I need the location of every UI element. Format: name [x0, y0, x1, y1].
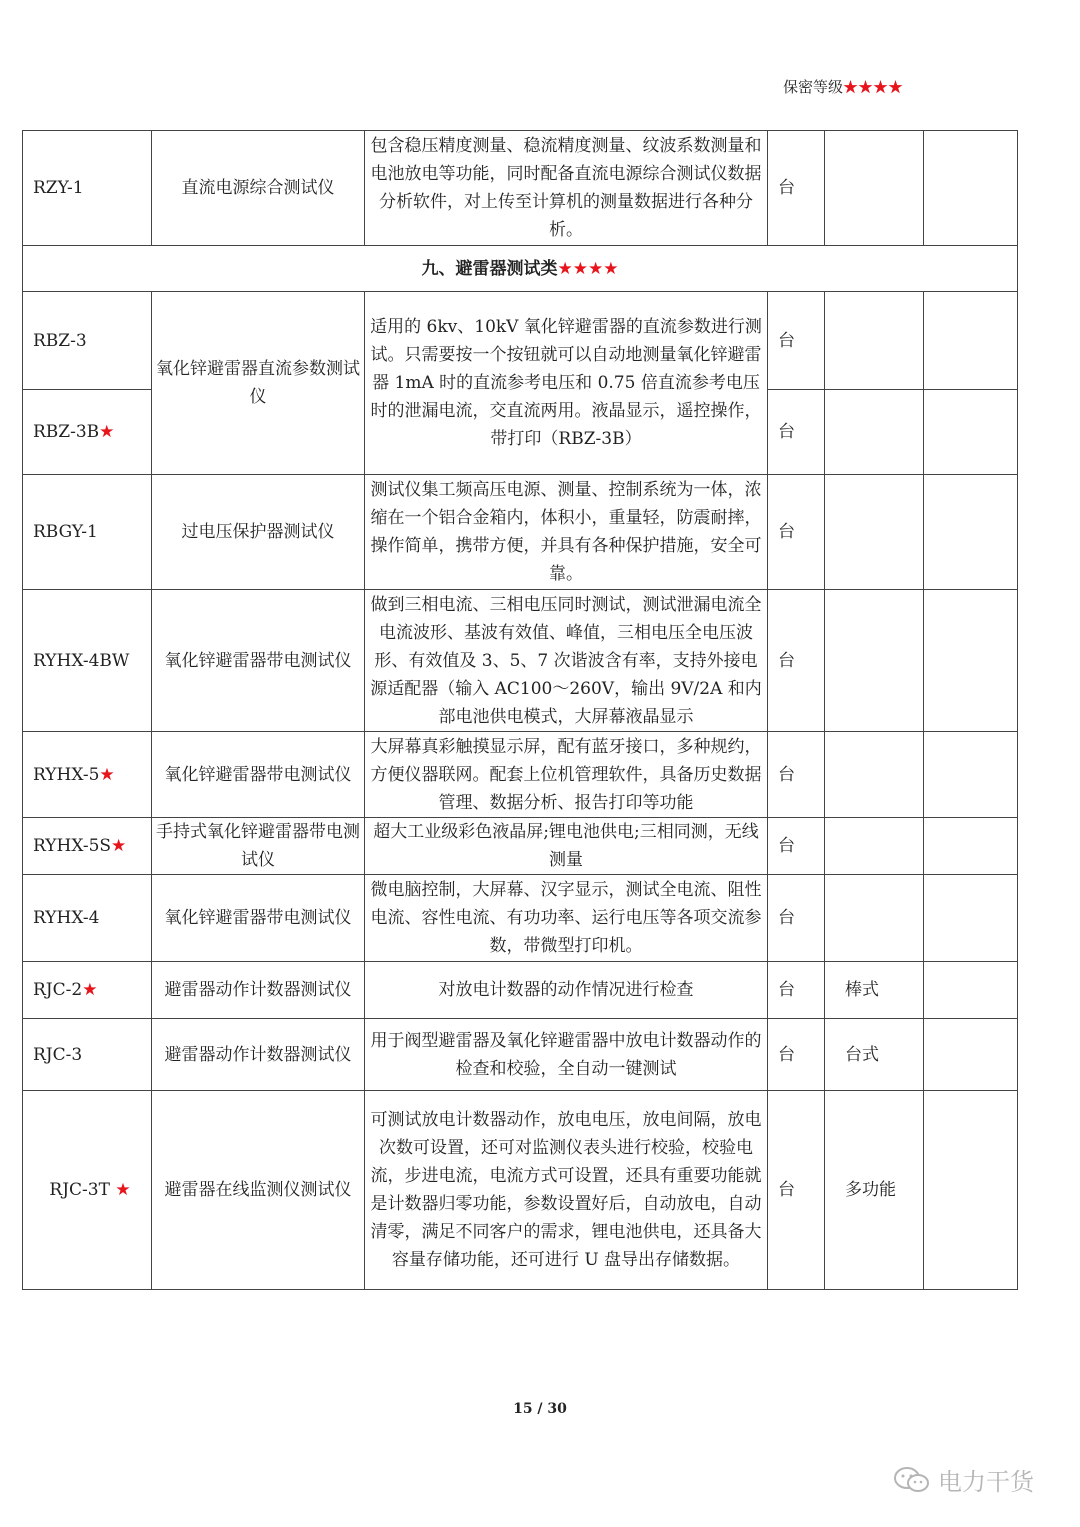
- extra-cell: [924, 1091, 1018, 1290]
- model-cell: RYHX-5S★: [23, 818, 152, 875]
- table-row: [23, 1091, 1018, 1290]
- note-cell: [825, 475, 924, 590]
- note-cell: 多功能: [825, 1091, 924, 1290]
- name-cell: 避雷器动作计数器测试仪: [152, 1019, 365, 1091]
- name-cell: 氧化锌避雷器带电测试仪: [152, 732, 365, 818]
- unit-cell: 台: [768, 732, 825, 818]
- table-row: [23, 875, 1018, 962]
- description-cell: 超大工业级彩色液晶屏;锂电池供电;三相同测，无线测量: [365, 818, 768, 875]
- note-cell: [825, 818, 924, 875]
- name-cell: 氧化锌避雷器直流参数测试仪: [152, 292, 365, 475]
- recommend-star-icon: ★: [111, 836, 127, 856]
- note-cell: [825, 292, 924, 390]
- description-cell: 对放电计数器的动作情况进行检查: [365, 962, 768, 1019]
- extra-cell: [924, 131, 1018, 246]
- unit-cell: 台: [768, 131, 825, 246]
- description-cell: 包含稳压精度测量、稳流精度测量、纹波系数测量和电池放电等功能，同时配备直流电源综合测试仪数据分析软件，对上传至计算机的测量数据进行各种分析。: [365, 131, 768, 246]
- description-cell: 适用的 6kv、10kV 氧化锌避雷器的直流参数进行测试。只需要按一个按钮就可以自动地测量氧化锌避雷器 1mA 时的直流参考电压和 0.75 倍直流参考电压时的泄漏电流，交直流两用。液晶显示，遥控操作，带打印（RBZ-3B）: [365, 292, 768, 475]
- unit-cell: 台: [768, 475, 825, 590]
- extra-cell: [924, 818, 1018, 875]
- table-row: [23, 962, 1018, 1019]
- extra-cell: [924, 590, 1018, 732]
- unit-cell: 台: [768, 818, 825, 875]
- recommend-star-icon: ★: [99, 422, 115, 442]
- model-cell: RBZ-3: [23, 292, 152, 390]
- table-row: [23, 590, 1018, 732]
- model-cell: RYHX-5★: [23, 732, 152, 818]
- description-cell: 用于阀型避雷器及氧化锌避雷器中放电计数器动作的检查和校验，全自动一键测试: [365, 1019, 768, 1091]
- note-cell: [825, 390, 924, 475]
- watermark: [892, 1462, 1034, 1497]
- name-cell: 避雷器动作计数器测试仪: [152, 962, 365, 1019]
- model-cell: RYHX-4: [23, 875, 152, 962]
- note-cell: 棒式: [825, 962, 924, 1019]
- watermark-text: 电力干货: [938, 1468, 1034, 1496]
- extra-cell: [924, 962, 1018, 1019]
- unit-cell: 台: [768, 1091, 825, 1290]
- unit-cell: 台: [768, 292, 825, 390]
- recommend-star-icon: ★: [99, 764, 115, 785]
- name-cell: 氧化锌避雷器带电测试仪: [152, 590, 365, 732]
- note-cell: [825, 590, 924, 732]
- wechat-icon: [892, 1465, 932, 1495]
- classification-header: [783, 76, 903, 97]
- section-header-row: [23, 246, 1018, 292]
- unit-cell: 台: [768, 1019, 825, 1091]
- model-cell: RZY-1: [23, 131, 152, 246]
- classification-label: 保密等级: [782, 78, 843, 96]
- product-table: [22, 130, 1018, 1290]
- extra-cell: [924, 292, 1018, 390]
- table-row: [23, 1019, 1018, 1091]
- recommend-star-icon: ★: [82, 980, 98, 1000]
- unit-cell: 台: [768, 390, 825, 475]
- model-cell: RJC-3T ★: [23, 1091, 152, 1290]
- unit-cell: 台: [768, 875, 825, 962]
- note-cell: [825, 875, 924, 962]
- table-row: [23, 475, 1018, 590]
- name-cell: 直流电源综合测试仪: [152, 131, 365, 246]
- note-cell: [825, 131, 924, 246]
- note-cell: 台式: [825, 1019, 924, 1091]
- name-cell: 避雷器在线监测仪测试仪: [152, 1091, 365, 1290]
- description-cell: 可测试放电计数器动作，放电电压，放电间隔，放电次数可设置，还可对监测仪表头进行校验，校验电流，步进电流，电流方式可设置，还具有重要功能就是计数器归零功能，参数设置好后，自动放电，自动清零，满足不同客户的需求，锂电池供电，还具备大容量存储功能，还可进行 U 盘导出存储数据。: [365, 1091, 768, 1290]
- unit-cell: 台: [768, 962, 825, 1019]
- page-number: 15 / 30: [513, 1401, 567, 1417]
- section-title: 九、避雷器测试类★★★★: [23, 246, 1018, 292]
- name-cell: 氧化锌避雷器带电测试仪: [152, 875, 365, 962]
- recommend-star-icon: ★: [115, 1180, 131, 1200]
- description-cell: 微电脑控制，大屏幕、汉字显示，测试全电流、阻性电流、容性电流、有功功率、运行电压等各项交流参数，带微型打印机。: [365, 875, 768, 962]
- note-cell: [825, 732, 924, 818]
- model-cell: RJC-3: [23, 1019, 152, 1091]
- table-row: [23, 732, 1018, 818]
- extra-cell: [924, 475, 1018, 590]
- section-stars: ★★★★: [557, 258, 619, 279]
- description-cell: 做到三相电流、三相电压同时测试，测试泄漏电流全电流波形、基波有效值、峰值，三相电压全电压波形、有效值及 3、5、7 次谐波含有率，支持外接电源适配器（输入 AC100～260V，输出 9V/2A 和内部电池供电模式，大屏幕液晶显示: [365, 590, 768, 732]
- classification-stars: ★★★★: [842, 78, 903, 96]
- extra-cell: [924, 732, 1018, 818]
- model-cell: RJC-2★: [23, 962, 152, 1019]
- model-cell: RYHX-4BW: [23, 590, 152, 732]
- model-cell: RBGY-1: [23, 475, 152, 590]
- table-row: [23, 818, 1018, 875]
- name-cell: 过电压保护器测试仪: [152, 475, 365, 590]
- name-cell: 手持式氧化锌避雷器带电测试仪: [152, 818, 365, 875]
- extra-cell: [924, 875, 1018, 962]
- table-row: [23, 292, 1018, 390]
- extra-cell: [924, 1019, 1018, 1091]
- description-cell: 测试仪集工频高压电源、测量、控制系统为一体，浓缩在一个铝合金箱内，体积小，重量轻，防震耐摔，操作简单，携带方便，并具有各种保护措施，安全可靠。: [365, 475, 768, 590]
- extra-cell: [924, 390, 1018, 475]
- unit-cell: 台: [768, 590, 825, 732]
- model-cell: RBZ-3B★: [23, 390, 152, 475]
- description-cell: 大屏幕真彩触摸显示屏，配有蓝牙接口，多种规约，方便仪器联网。配套上位机管理软件，具备历史数据管理、数据分析、报告打印等功能: [365, 732, 768, 818]
- table-row: [23, 131, 1018, 246]
